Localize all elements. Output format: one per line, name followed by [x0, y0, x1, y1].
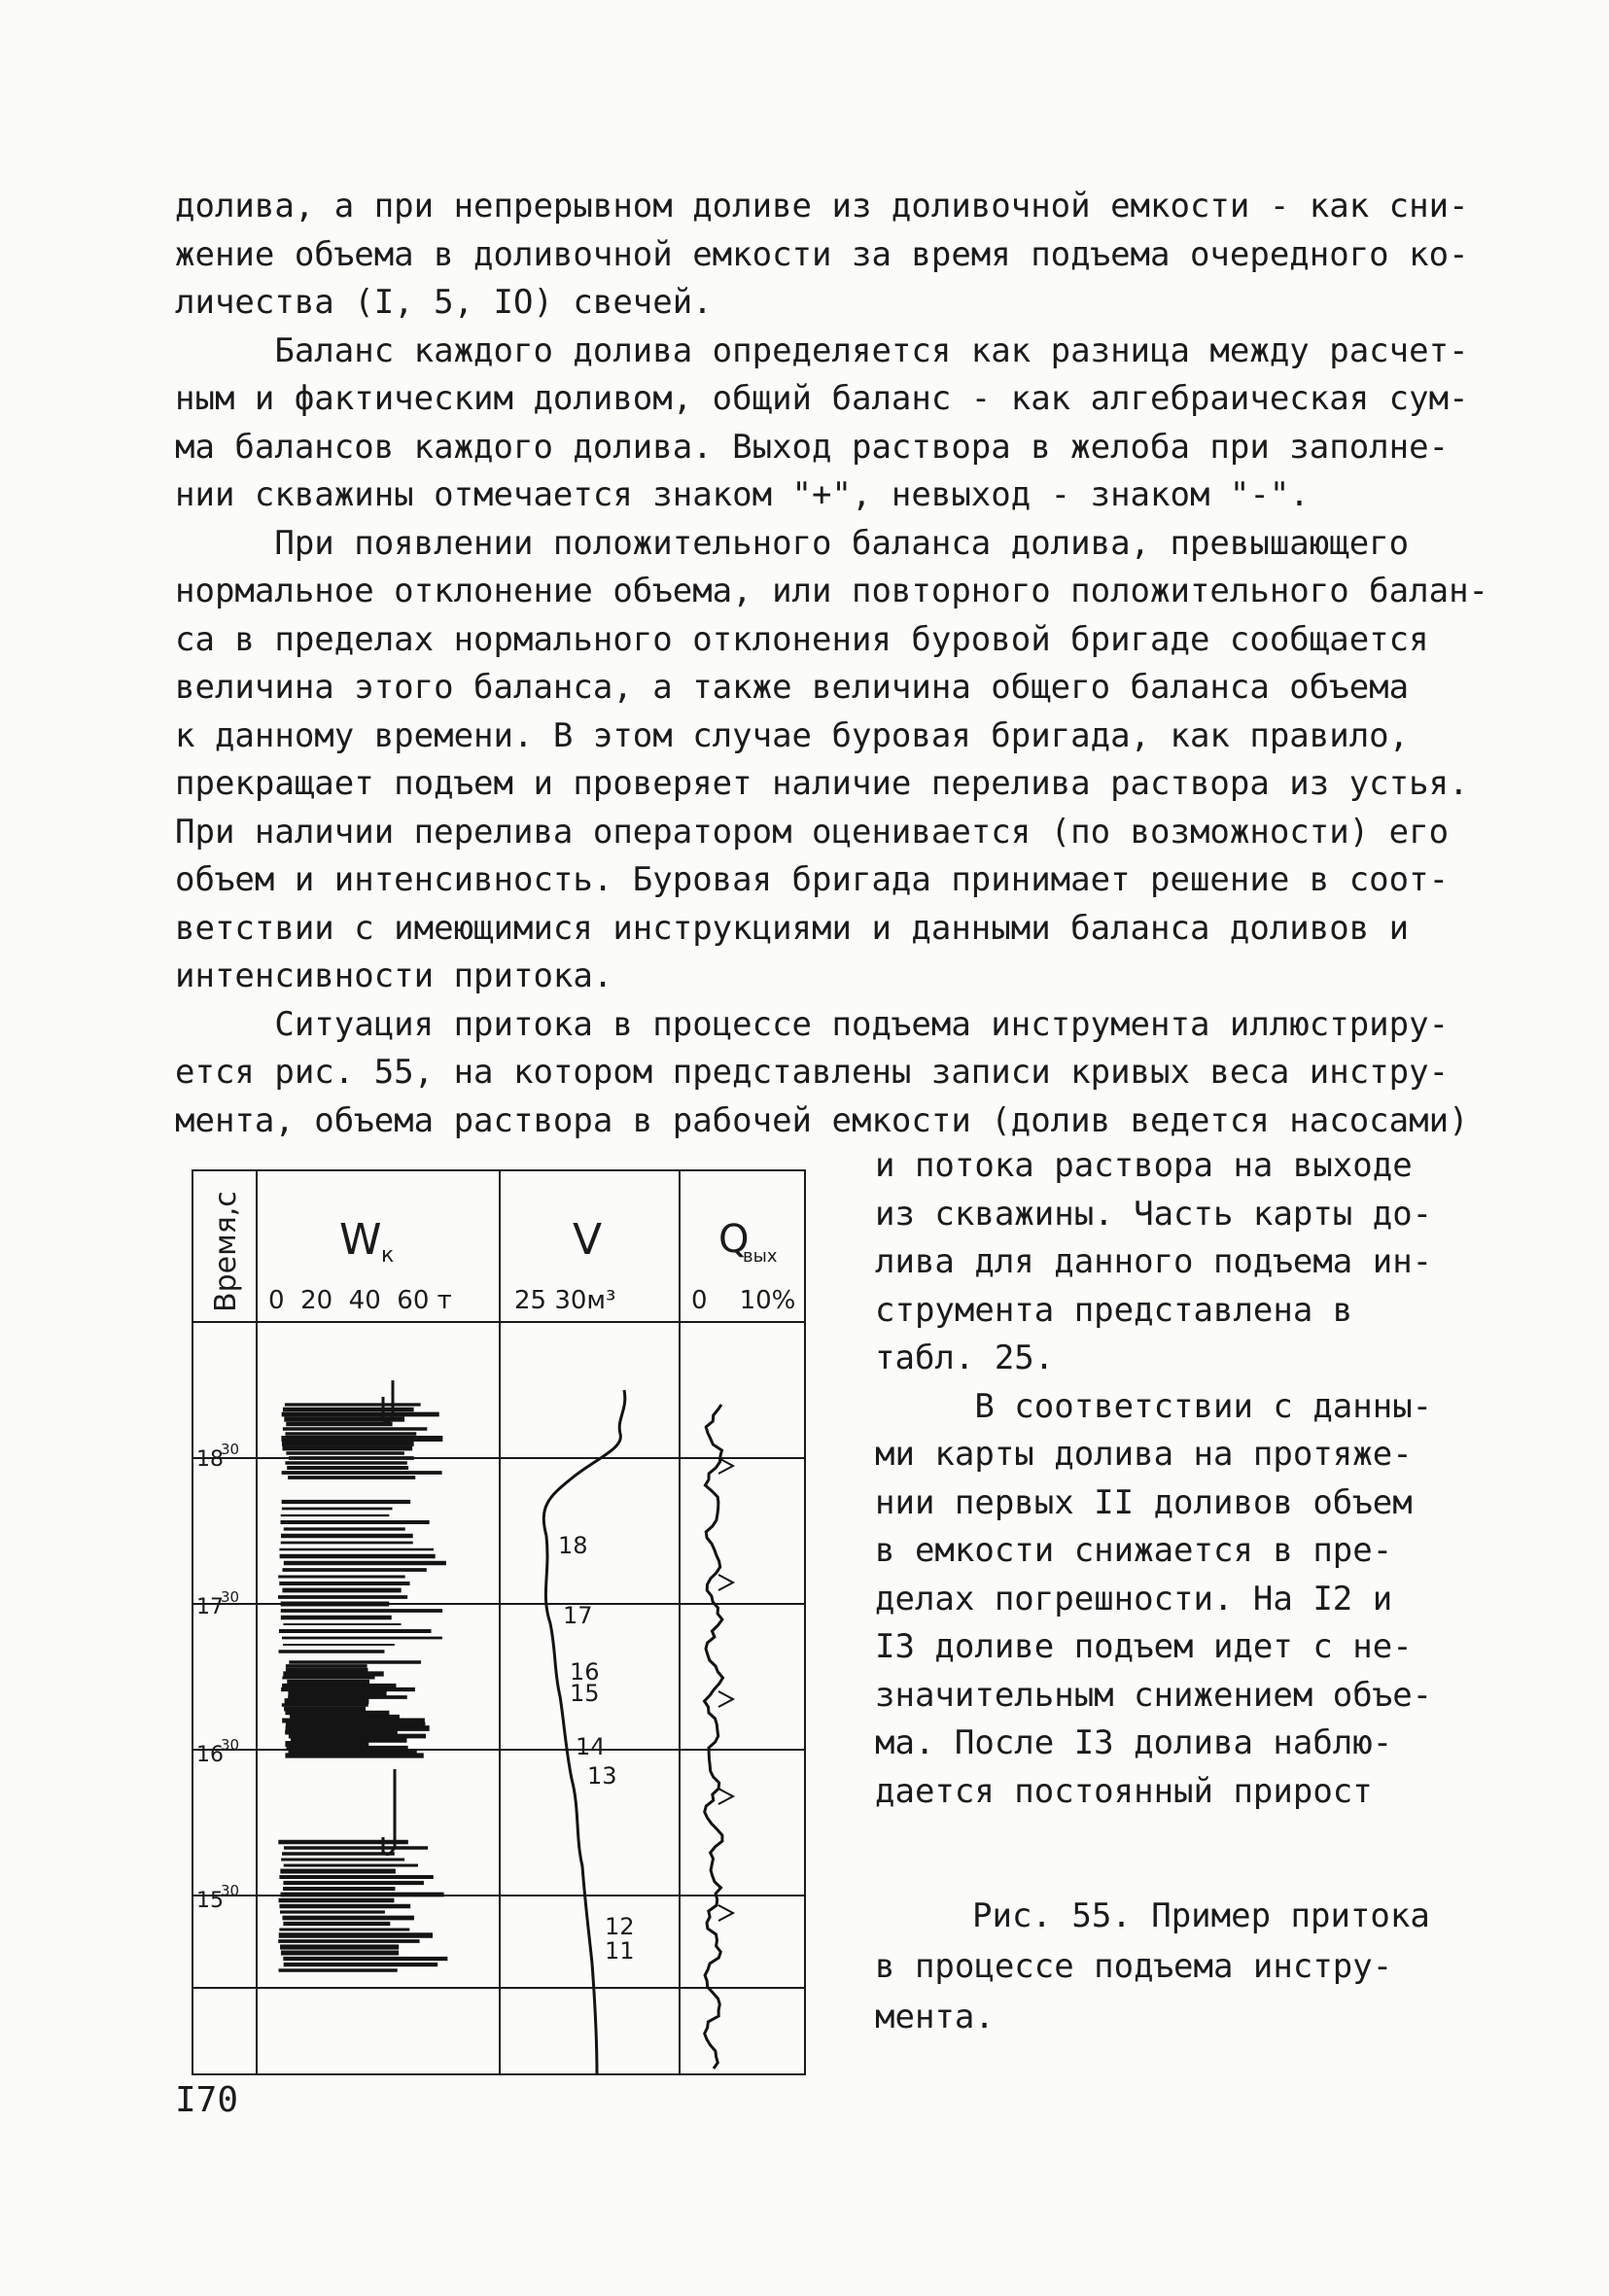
text-line: делах погрешности. На I2 и — [875, 1579, 1393, 1618]
text-line: жение объема в доливочной емкости за время подъема очередного ко- — [175, 234, 1469, 274]
volume-label: 15 — [570, 1680, 600, 1707]
outflow-tick — [718, 1575, 733, 1590]
figure-55-log-chart — [189, 1166, 811, 2080]
text-line: нормальное отклонение объема, или повторного положительного балан- — [175, 572, 1489, 610]
outflow-line — [705, 1405, 723, 2069]
page-number: I70 — [175, 2080, 239, 2120]
text-line: и потока раствора на выходе — [875, 1146, 1413, 1185]
time-axis-label: Время,с — [209, 1191, 243, 1312]
text-line: интенсивности притока. — [175, 957, 613, 995]
caption-line: мента. — [875, 1998, 995, 2036]
time-label-m: 30 — [221, 1882, 240, 1899]
caption-line: Рис. 55. Пример притока — [972, 1896, 1430, 1935]
volume-labels — [558, 1532, 635, 1965]
time-label-h: 16 — [196, 1743, 224, 1767]
text-line: долива, а при непрерывном доливе из доливочной емкости - как сни- — [175, 187, 1469, 226]
volume-label: 18 — [558, 1532, 588, 1559]
text-line: ется рис. 55, на котором представлены записи кривых веса инстру- — [175, 1053, 1450, 1092]
text-line: ным и фактическим доливом, общий баланс - как алгебраическая сум- — [175, 379, 1469, 418]
volume-label: 11 — [605, 1937, 635, 1965]
text-line: табл. 25. — [875, 1339, 1055, 1377]
text-line: I3 доливе подъем идет с не- — [875, 1627, 1413, 1666]
q-header-sub: вых — [743, 1246, 778, 1267]
text-line: нии скважины отмечается знаком "+", невыход - знаком "-". — [175, 475, 1310, 514]
paragraph-continuation — [175, 183, 1489, 1145]
text-line: прекращает подъем и проверяет наличие перелива раствора из устья. — [175, 764, 1469, 803]
time-label-m: 30 — [221, 1441, 240, 1458]
text-line: к данному времени. В этом случае буровая бригада, как правило, — [175, 715, 1410, 755]
v-header: V — [573, 1215, 603, 1265]
outflow-tick — [718, 1691, 733, 1707]
text-line: ма. После I3 долива наблю- — [875, 1723, 1393, 1762]
text-line: личества (I, 5, IO) свечей. — [175, 283, 713, 322]
time-labels — [196, 1441, 239, 1913]
text-line: струмента представлена в — [875, 1290, 1353, 1330]
time-label-h: 18 — [196, 1447, 224, 1472]
text-line: са в пределах нормального отклонения буровой бригаде сообщается — [175, 619, 1429, 659]
outflow-tick — [718, 1789, 733, 1804]
text-line: Баланс каждого долива определяется как разница между расчет- — [175, 330, 1469, 370]
weight-trace — [278, 1380, 447, 1970]
text-line: в емкости снижается в пре- — [875, 1531, 1393, 1570]
time-label-h: 15 — [196, 1889, 224, 1913]
text-line: лива для данного подъема ин- — [875, 1242, 1433, 1281]
text-line: ми карты долива на протяже- — [875, 1435, 1413, 1474]
text-line: объем и интенсивность. Буровая бригада принимает решение в соот- — [175, 860, 1450, 899]
q-header: Q — [718, 1217, 750, 1262]
volume-label: 12 — [605, 1913, 635, 1940]
w-header-sub: к — [381, 1243, 395, 1268]
text-line: нии первых II доливов объем — [875, 1482, 1413, 1522]
text-line: ветствии с имеющимися инструкциями и данными баланса доливов и — [175, 908, 1410, 948]
outflow-trace — [705, 1405, 734, 2069]
text-line: мента, объема раствора в рабочей емкости (долив ведется насосами) — [175, 1100, 1469, 1140]
text-line: величина этого баланса, а также величина общего баланса объема — [175, 668, 1410, 707]
caption-line: в процессе подъема инстру- — [875, 1947, 1393, 1986]
time-label-h: 17 — [196, 1595, 224, 1619]
volume-label: 14 — [576, 1733, 606, 1760]
figure-caption — [875, 1891, 1458, 2042]
volume-label: 16 — [570, 1658, 600, 1686]
volume-label: 17 — [563, 1602, 593, 1629]
text-line: Ситуация притока в процессе подъема инструмента иллюстриру- — [175, 1004, 1450, 1044]
text-line: из скважины. Часть карты до- — [875, 1194, 1433, 1234]
text-line: ма балансов каждого долива. Выход раствора в желоба при заполне- — [175, 427, 1450, 467]
figure-svg — [189, 1166, 811, 2080]
time-label-m: 30 — [221, 1588, 240, 1606]
q-scale: 0 10% — [691, 1286, 796, 1315]
text-line: При появлении положительного баланса долива, превышающего — [175, 523, 1410, 563]
volume-label: 13 — [587, 1762, 617, 1790]
side-text — [875, 1142, 1458, 1816]
outflow-tick — [718, 1905, 733, 1921]
w-scale: 0 20 40 60 т — [268, 1286, 452, 1315]
text-line: значительным снижением объе- — [875, 1675, 1433, 1715]
text-line: В соответствии с данны- — [875, 1386, 1433, 1426]
time-label-m: 30 — [221, 1736, 240, 1754]
text-line: При наличии перелива оператором оценивается (по возможности) его — [175, 812, 1450, 852]
w-header: W — [339, 1215, 382, 1265]
v-scale: 25 30м³ — [514, 1286, 616, 1315]
text-line: дается постоянный прирост — [875, 1771, 1373, 1811]
